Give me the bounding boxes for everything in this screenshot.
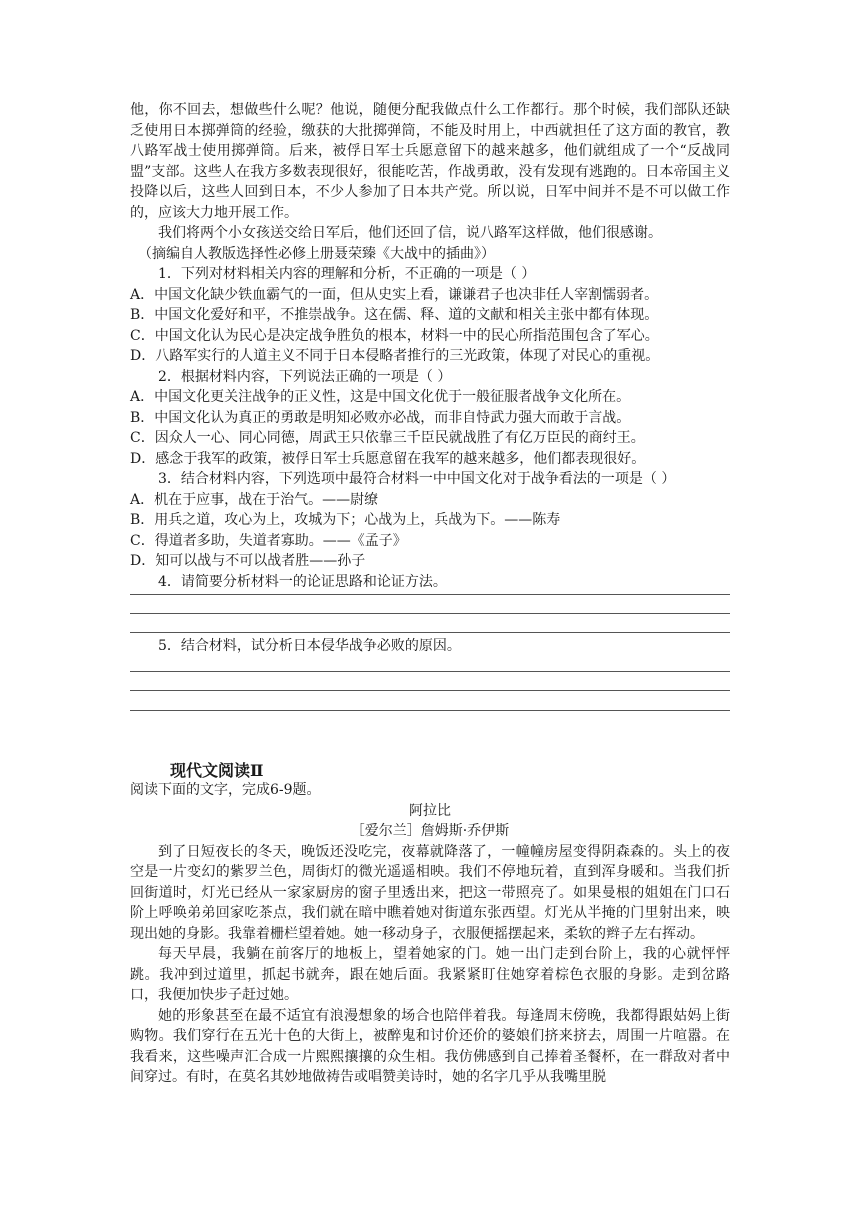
story-author: ［爱尔兰］詹姆斯·乔伊斯 xyxy=(350,823,510,839)
question-3-option-b: B．用兵之道，攻心为上，攻城为下；心战为上，兵战为下。——陈寿 xyxy=(130,512,561,528)
question-5-stem: 5．结合材料，试分析日本侵华战争必败的原因。 xyxy=(158,638,461,654)
question-2-option-d: D．感念于我军的政策，被俘日军士兵愿意留在我军的越来越多，他们都表现很好。 xyxy=(130,450,646,467)
material-text xyxy=(130,100,730,264)
material-source: （摘编自人教版选择性必修上册聂荣臻《大战中的插曲》） xyxy=(138,245,495,262)
answer-line[interactable] xyxy=(130,632,730,633)
question-2-option-c: C．因众人一心、同心同德，周武王只依靠三千臣民就战胜了有亿万臣民的商纣王。 xyxy=(130,430,645,446)
story-paragraph: 到了日短夜长的冬天，晚饭还没吃完，夜幕就降落了，一幢幢房屋变得阴森森的。头上的夜空是一片变幻的紫罗兰色，周街灯的微光遥遥相映。我们不停地玩着，直到浑身暖和。当我们折回街道时，灯光已经从一家家厨房的窗子里透出来，把这一带照亮了。如果曼根的姐姐在门口石阶上呼唤弟弟回家吃茶点，我们就在暗中瞧着她对街道东张西望。灯光从半掩的门里射出来，映现出她的身影。我靠着栅栏望着她。她一移动身子，衣服便摇摆起来，柔软的辫子左右挥动。 xyxy=(130,843,730,942)
story-paragraph: 每天早晨，我躺在前客厅的地板上，望着她家的门。她一出门走到台阶上，我的心就怦怦跳。我冲到过道里，抓起书就奔，跟在她后面。我紧紧盯住她穿着棕色衣服的身影。走到岔路口，我便加快步子赶过她。 xyxy=(130,946,730,1003)
question-4-stem: 4．请简要分析材料一的论证思路和论证方法。 xyxy=(158,573,447,590)
answer-line[interactable] xyxy=(130,690,730,691)
answer-line[interactable] xyxy=(130,613,730,614)
section-title: 现代文阅读Ⅱ xyxy=(170,761,264,780)
question-2-stem: 2．根据材料内容，下列说法正确的一项是（ ） xyxy=(158,368,452,385)
material-paragraph: 他，你不回去，想做些什么呢？他说，随便分配我做点什么工作都行。那个时候，我们部队还缺乏使用日本掷弹筒的经验，缴获的大批掷弹筒，不能及时用上，中西就担任了这方面的教官，教八路军战士使用掷弹筒。后来，被俘日军士兵愿意留下的越来越多，他们就组成了一个“反战同盟”支部。这些人在我方多数表现很好，很能吃苦，作战勇敢，没有发现有逃跑的。日本帝国主义投降以后，这些人回到日本，不少人参加了日本共产党。所以说，日军中间并不是不可以做工作的，应该大力地开展工作。 xyxy=(130,102,730,221)
section-2-body xyxy=(130,780,730,1088)
question-5-block xyxy=(130,636,730,657)
answer-line[interactable] xyxy=(130,671,730,672)
question-2-option-a: A．中国文化更关注战争的正义性，这是中国文化优于一般征服者战争文化所在。 xyxy=(130,389,631,405)
question-3-option-c: C．得道者多助，失道者寡助。——《孟子》 xyxy=(130,532,407,549)
question-1-option-c: C．中国文化认为民心是决定战争胜负的根本，材料一中的民心所指范围包含了军心。 xyxy=(130,327,659,344)
material-paragraph: 我们将两个小女孩送交给日军后，他们还回了信，说八路军这样做，他们很感谢。 xyxy=(158,225,662,241)
section-instruction: 阅读下面的文字，完成6-9题。 xyxy=(130,782,321,798)
questions-block xyxy=(130,264,730,592)
question-1-option-d: D．八路军实行的人道主义不同于日本侵略者推行的三光政策，体现了对民心的重视。 xyxy=(130,348,660,364)
question-3-stem: 3．结合材料内容，下列选项中最符合材料一中中国文化对于战争看法的一项是（ ） xyxy=(158,471,676,487)
question-1-option-a: A．中国文化缺少铁血霸气的一面，但从史实上看，谦谦君子也决非任人宰割懦弱者。 xyxy=(130,286,659,303)
story-title: 阿拉比 xyxy=(409,802,451,819)
question-1-stem: 1．下列对材料相关内容的理解和分析，不正确的一项是（ ） xyxy=(158,266,536,282)
question-3-option-d: D．知可以战与不可以战者胜——孙子 xyxy=(130,553,366,569)
question-1-option-b: B．中国文化爱好和平，不推崇战争。这在儒、释、道的文献和相关主张中都有体现。 xyxy=(130,307,659,323)
answer-line[interactable] xyxy=(130,594,730,595)
answer-line[interactable] xyxy=(130,710,730,711)
story-paragraph: 她的形象甚至在最不适宜有浪漫想象的场合也陪伴着我。每逢周末傍晚，我都得跟姑妈上街购物。我们穿行在五光十色的大街上，被醉鬼和讨价还价的婆娘们挤来挤去，周围一片喧嚣。在我看来，这些噪声汇合成一片熙熙攘攘的众生相。我仿佛感到自己捧着圣餐杯，在一群敌对者中间穿过。有时，在莫名其妙地做祷告或唱赞美诗时，她的名字几乎从我嘴里脱 xyxy=(130,1007,730,1085)
question-3-option-a: A．机在于应事，战在于治气。——尉缭 xyxy=(130,491,379,508)
question-2-option-b: B．中国文化认为真正的勇敢是明知必败亦必战，而非自恃武力强大而敢于言战。 xyxy=(130,409,631,426)
